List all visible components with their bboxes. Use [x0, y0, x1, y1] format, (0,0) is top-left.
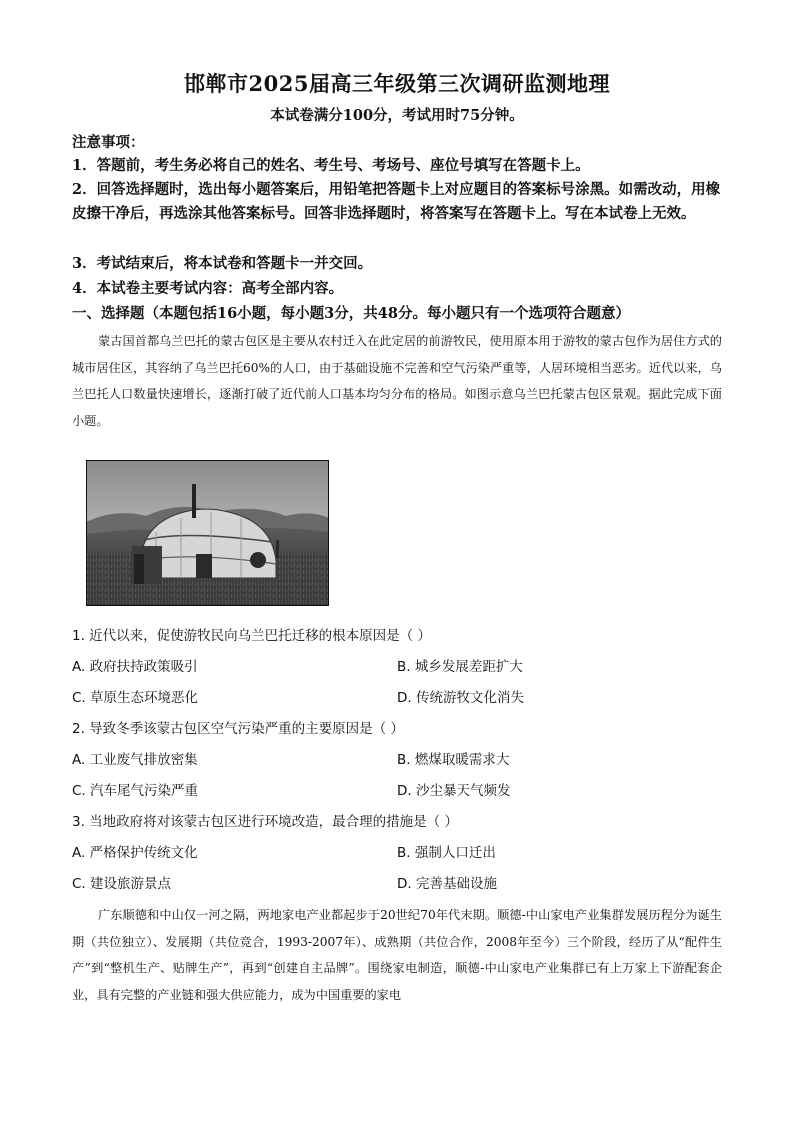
notice-item-1: 1．答题前，考生务必将自己的姓名、考生号、考场号、座位号填写在答题卡上。: [72, 157, 590, 174]
notice-heading: 注意事项：: [72, 134, 145, 151]
question-2-option-a: A. 工业废气排放密集: [72, 752, 198, 768]
passage-yurt-district: 蒙古国首都乌兰巴托的蒙古包区是主要从农村迁入在此定居的前游牧民，使用原本用于游牧的蒙古包作为居住方式的城市居住区，其容纳了乌兰巴托60%的人口，由于基础设施不完善和空气污染严重等，人居环境相当恶劣。近代以来，乌兰巴托人口数量快速增长，逐渐打破了近代前人口基本均匀分布的格局。如图示意乌兰巴托蒙古包区景观。据此完成下面小题。: [72, 334, 722, 428]
page-title: 邯郸市2025届高三年级第三次调研监测地理: [184, 71, 610, 96]
question-3-option-a: A. 严格保护传统文化: [72, 845, 198, 861]
question-3-option-b: B. 强制人口迁出: [397, 845, 496, 861]
question-2-option-c: C. 汽车尾气污染严重: [72, 783, 199, 799]
notice-item-4: 4．本试卷主要考试内容：高考全部内容。: [72, 280, 344, 297]
notice-item-2: 2．回答选择题时，选出每小题答案后，用铅笔把答题卡上对应题目的答案标号涂黑。如需改动，用橡皮擦干净后，再选涂其他答案标号。回答非选择题时，将答案写在答题卡上。写在本试卷上无效。: [72, 181, 721, 222]
question-2-option-b: B. 燃煤取暖需求大: [397, 752, 510, 768]
question-1-option-c: C. 草原生态环境恶化: [72, 690, 199, 706]
passage-appliance-cluster: 广东顺德和中山仅一河之隔，两地家电产业都起步于20世纪70年代末期。顺德-中山家电产业集群发展历程分为诞生期（共位独立）、发展期（共位竞合，1993-2007年）、成熟期（共位合作，2008年至今）三个阶段，经历了从“配件生产”到“整机生产、贴牌生产”，再到“创建自主品牌”。围绕家电制造，顺德-中山家电产业集群已有上万家上下游配套企业，具有完整的产业链和强大供应能力，成为中国重要的家电: [72, 908, 722, 1002]
section-heading: 一、选择题（本题包括16小题，每小题3分，共48分。每小题只有一个选项符合题意）: [72, 305, 630, 322]
question-2-stem: 2. 导致冬季该蒙古包区空气污染严重的主要原因是（ ）: [72, 721, 404, 737]
question-1-option-d: D. 传统游牧文化消失: [397, 690, 524, 706]
notice-item-3: 3．考试结束后，将本试卷和答题卡一并交回。: [72, 255, 373, 272]
question-3-option-d: D. 完善基础设施: [397, 876, 497, 892]
question-1-option-a: A. 政府扶持政策吸引: [72, 659, 198, 675]
question-2-option-d: D. 沙尘暴天气频发: [397, 783, 511, 799]
question-3-stem: 3. 当地政府将对该蒙古包区进行环境改造，最合理的措施是（ ）: [72, 814, 458, 830]
question-3-option-c: C. 建设旅游景点: [72, 876, 172, 892]
question-1-stem: 1. 近代以来，促使游牧民向乌兰巴托迁移的根本原因是（ ）: [72, 628, 431, 644]
yurt-photo: [86, 460, 329, 606]
question-1-option-b: B. 城乡发展差距扩大: [397, 659, 523, 675]
exam-subtitle: 本试卷满分100分，考试用时75分钟。: [270, 107, 524, 124]
